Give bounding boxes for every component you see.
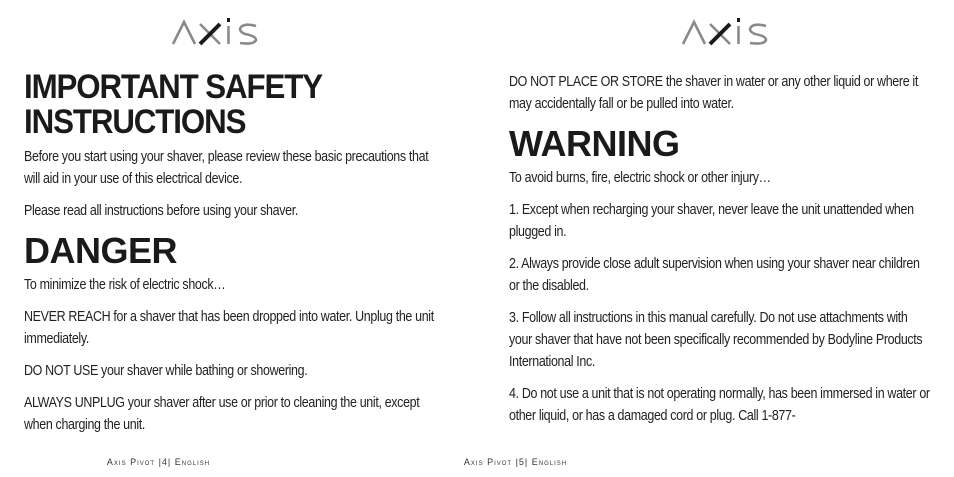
warning-item-2: 2. Always provide close adult supervision when using your shaver near children or the disabled.	[509, 256, 920, 294]
warning-item-3: 3. Follow all instructions in this manual carefully. Do not use attachments with your shaver that have not been specifically recommended by Bodyline Products International Inc.	[509, 310, 923, 370]
page-footer-left: Axis Pivot |4| English	[106, 457, 211, 467]
axis-logo	[170, 14, 280, 50]
always-unplug-paragraph: ALWAYS UNPLUG your shaver after use or prior to cleaning the unit, except when charging the unit.	[24, 395, 420, 433]
danger-heading: DANGER	[24, 230, 178, 271]
safety-heading: IMPORTANT SAFETY INSTRUCTIONS	[24, 68, 323, 141]
right-page	[463, 0, 954, 477]
warning-item-4: 4. Do not use a unit that is not operating normally, has been immersed in water or other liquid, or has a damaged cord or plug. Call 1-877-	[509, 386, 930, 424]
axis-logo-mark	[170, 14, 280, 50]
left-content	[24, 70, 444, 446]
never-reach-paragraph: NEVER REACH for a shaver that has been dropped into water. Unplug the unit immediately.	[24, 309, 434, 347]
danger-intro: To minimize the risk of electric shock…	[24, 277, 226, 293]
warning-intro: To avoid burns, fire, electric shock or other injury…	[509, 170, 771, 186]
do-not-use-paragraph: DO NOT USE your shaver while bathing or showering.	[24, 363, 308, 379]
warning-item-1: 1. Except when recharging your shaver, never leave the unit unattended when plugged in.	[509, 202, 914, 240]
axis-logo-mark-right	[680, 14, 790, 50]
do-not-place-paragraph: DO NOT PLACE OR STORE the shaver in water or any other liquid or where it may accidentally fall or be pulled into water.	[509, 74, 918, 112]
intro-paragraph: Before you start using your shaver, please review these basic precautions that will aid in your use of this electrical device.	[24, 149, 429, 187]
right-content	[509, 71, 934, 437]
page-footer-right: Axis Pivot |5| English	[463, 457, 568, 467]
axis-logo-right	[680, 14, 790, 50]
warning-heading: WARNING	[509, 123, 680, 164]
read-all-paragraph: Please read all instructions before using your shaver.	[24, 203, 298, 219]
